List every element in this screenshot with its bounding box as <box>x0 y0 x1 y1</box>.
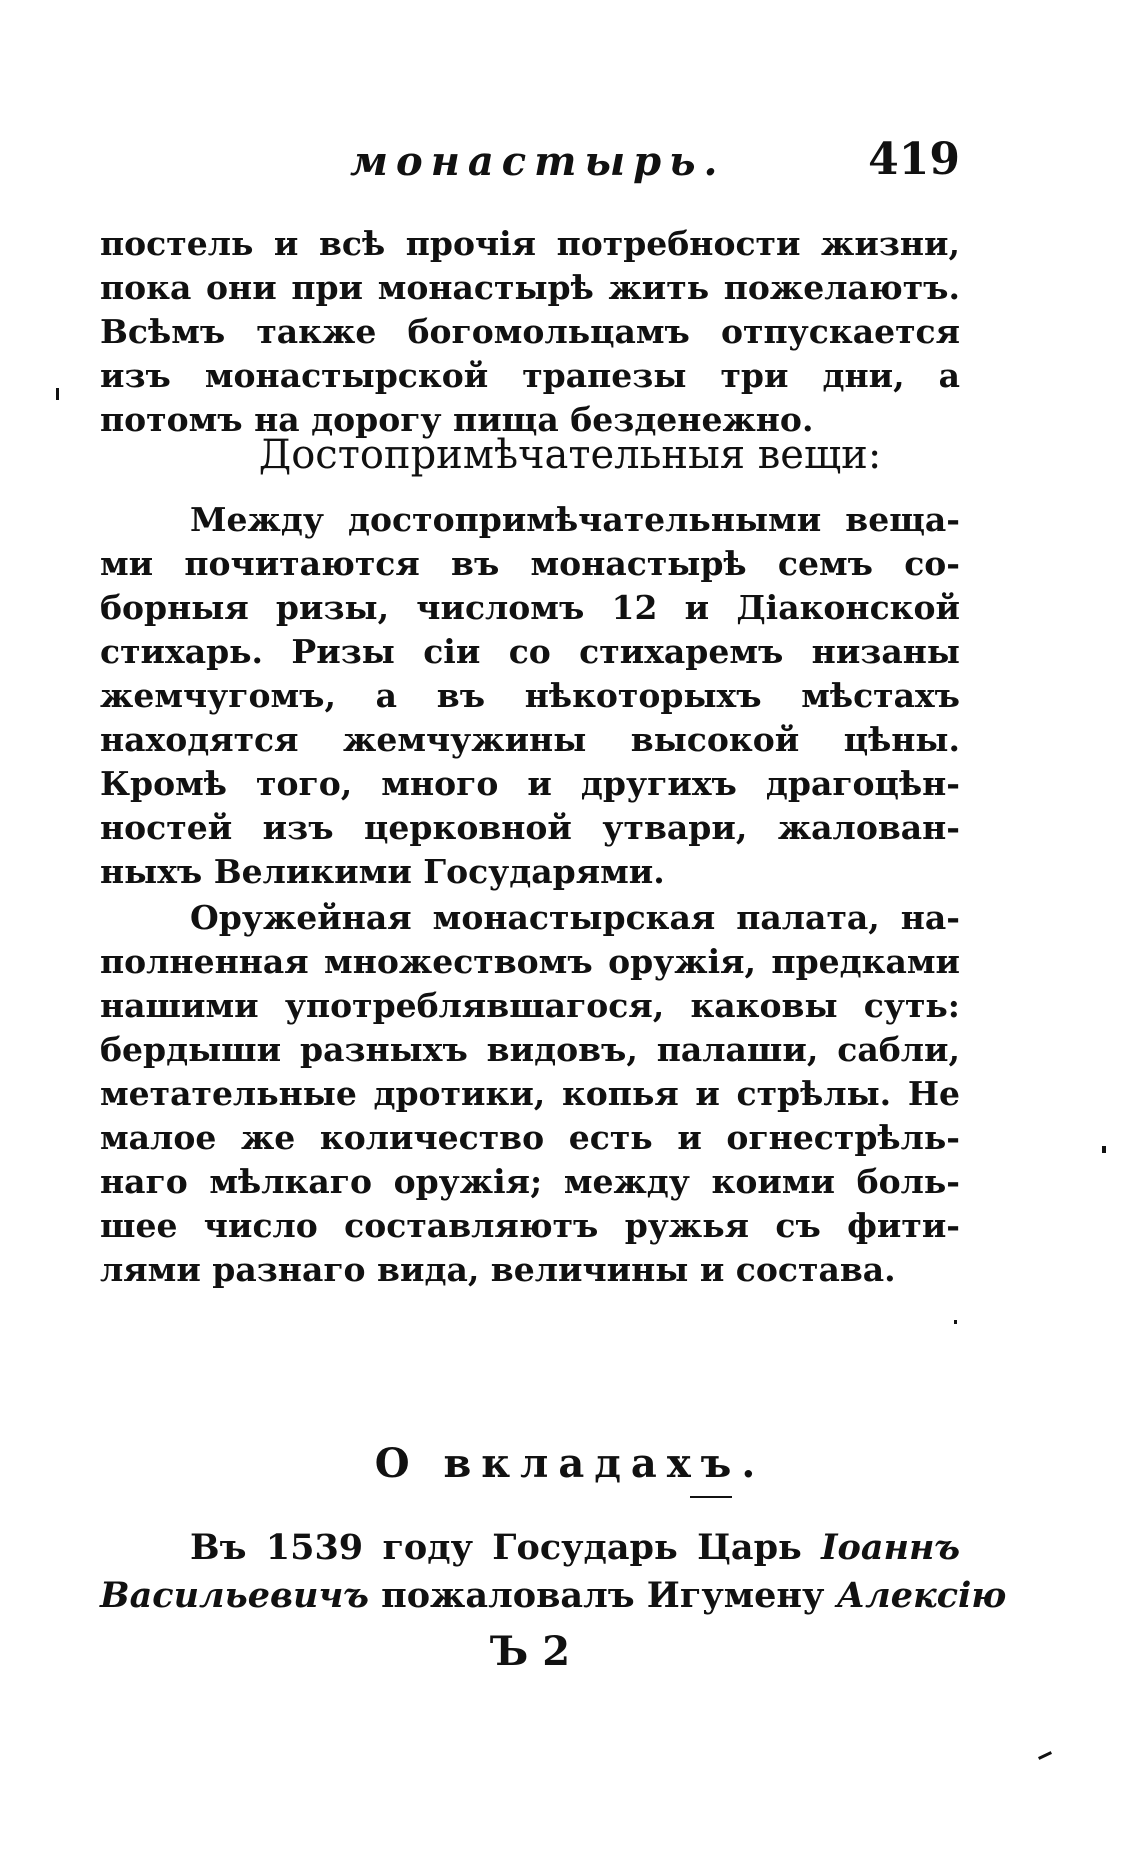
paragraph-line: ми почитаются въ монастырѣ семъ со- <box>100 544 960 583</box>
section-heading-2: О вкладахъ. <box>374 1440 766 1487</box>
paragraph-line: потомъ на дорогу пища безденежно. <box>100 400 814 439</box>
paragraph-line: малое же количество есть и огнестрѣль- <box>100 1118 960 1157</box>
stray-mark <box>1102 1146 1106 1153</box>
paragraph-line: Между достопримѣчательными веща- <box>190 500 960 539</box>
paragraph-line: лями разнаго вида, величины и состава. <box>100 1250 896 1289</box>
paragraph-line: бердыши разныхъ видовъ, палаши, сабли, <box>100 1030 960 1069</box>
running-head: монастырь. <box>350 138 726 185</box>
paragraph-line: метательные дротики, копья и стрѣлы. Не <box>100 1074 960 1113</box>
paragraph-line: шее число составляютъ ружья съ фити- <box>100 1206 960 1245</box>
paragraph-line: борныя ризы, числомъ 12 и Діаконской <box>100 588 960 627</box>
paragraph-text: Въ 1539 году Государь Царь <box>190 1527 802 1568</box>
person-name: Алексію <box>836 1575 1007 1616</box>
paragraph-line: ныхъ Великими Государями. <box>100 852 665 891</box>
stray-mark <box>56 388 59 400</box>
section-heading-1: Достопримѣчательныя вещи: <box>258 432 882 478</box>
paragraph-3 <box>100 896 960 1292</box>
paragraph-line: нашими употреблявшагося, каковы суть: <box>100 986 960 1025</box>
paragraph-4 <box>100 1524 1007 1620</box>
page-header <box>100 134 960 198</box>
paragraph-2 <box>100 498 960 894</box>
signature-mark: Ъ 2 <box>490 1628 571 1675</box>
paragraph-line: полненная множествомъ оружія, предками <box>100 942 960 981</box>
paragraph-line: стихарь. Ризы сіи со стихаремъ низаны <box>100 632 960 671</box>
paragraph-line: ностей изъ церковной утвари, жалован- <box>100 808 960 847</box>
paragraph-line: постель и всѣ прочія потребности жизни, <box>100 224 960 263</box>
paragraph-line: Оружейная монастырская палата, на- <box>190 898 960 937</box>
heading-underline <box>690 1496 732 1498</box>
paragraph-text: пожаловалъ Игумену <box>381 1575 825 1616</box>
paragraph-1 <box>100 222 960 442</box>
stray-mark <box>954 1320 957 1324</box>
person-name: Васильевичъ <box>100 1575 369 1616</box>
paragraph-line: наго мѣлкаго оружія; между коими боль- <box>100 1162 960 1201</box>
paragraph-line: Всѣмъ также богомольцамъ отпускается <box>100 312 960 351</box>
paragraph-line: находятся жемчужины высокой цѣны. <box>100 720 960 759</box>
paragraph-line: жемчугомъ, а въ нѣкоторыхъ мѣстахъ <box>100 676 960 715</box>
page-number: 419 <box>868 134 960 185</box>
stray-mark <box>1038 1751 1052 1760</box>
paragraph-line <box>100 1572 1007 1620</box>
person-name: Іоаннъ <box>821 1527 961 1568</box>
paragraph-line: Кромѣ того, много и другихъ драгоцѣн- <box>100 764 960 803</box>
paragraph-line: пока они при монастырѣ жить пожелаютъ. <box>100 268 960 307</box>
paragraph-line <box>100 1524 960 1572</box>
paragraph-line: изъ монастырской трапезы три дни, а <box>100 356 960 395</box>
